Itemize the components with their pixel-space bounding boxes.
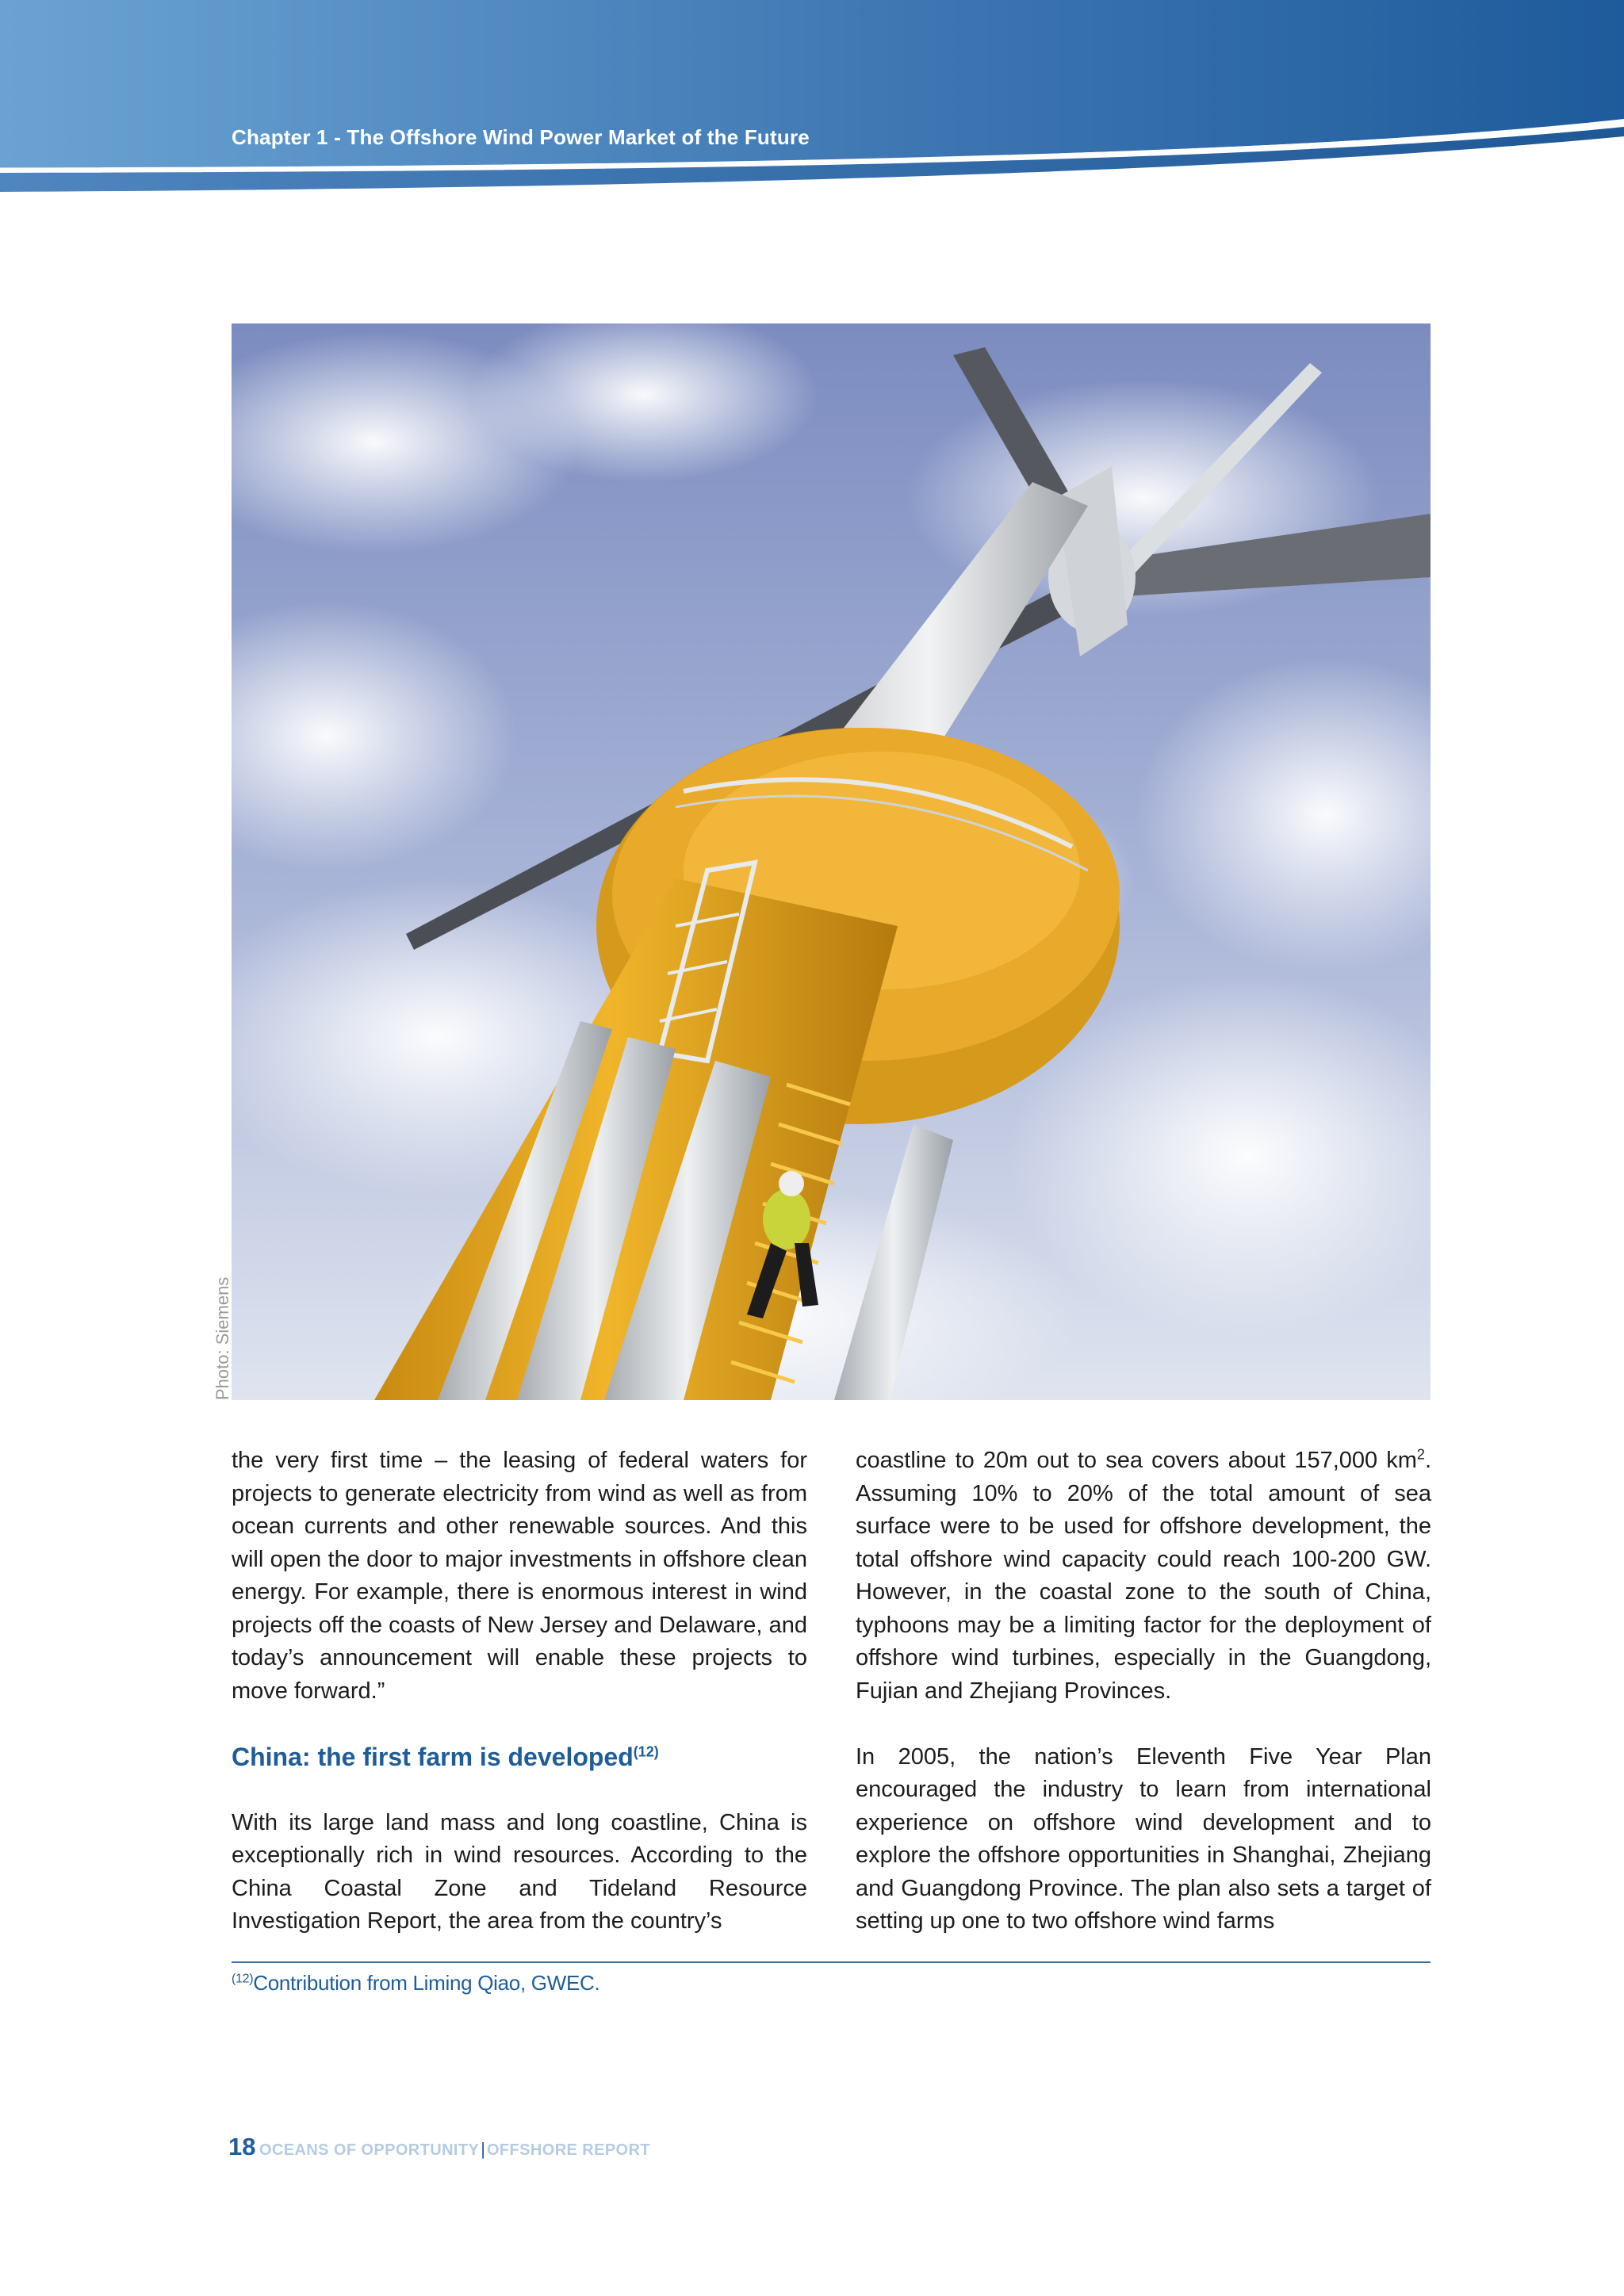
page-header	[0, 0, 1624, 198]
footnote-text: Contribution from Liming Qiao, GWEC.	[253, 1971, 600, 1995]
right-paragraph-1-text-b: . Assuming 10% to 20% of the total amount of sea surface were to be used for offshore development, the total offshore wind capacity could reach 100-200 GW. However, in the coastal zone to the south of China, typhoons may be a limiting factor for the deployment of offshore wind turbines, especially in the Guangdong, Fujian and Zhejiang Provinces.	[856, 1448, 1431, 1704]
km-superscript: 2	[1416, 1446, 1425, 1463]
page-number: 18	[228, 2133, 256, 2160]
right-paragraph-2: In 2005, the nation’s Eleventh Five Year Plan encouraged the industry to learn from international experience on offshore wind development and to explore the offshore opportunities in Shanghai, Zhejiang and Guangdong Province. The plan also sets a target of setting up one to two offshore wind farms	[856, 1743, 1431, 1934]
footnote-ref: (12)	[232, 1972, 254, 1986]
right-column	[856, 1445, 1431, 1938]
footer-report-name: OFFSHORE REPORT	[486, 2141, 650, 2159]
header-wave-banner	[0, 0, 1624, 198]
left-paragraph-2: With its large land mass and long coastline, China is exceptionally rich in wind resources. According to the China Coastal Zone and Tideland Resource Investigation Report, the area from the country’s	[232, 1809, 807, 1934]
footer-separator: |	[481, 2139, 485, 2159]
right-paragraph-1	[856, 1445, 1431, 1708]
left-column	[232, 1445, 807, 1938]
chapter-title: Chapter 1 - The Offshore Wind Power Market of the Future	[232, 125, 810, 149]
heading-footnote-ref: (12)	[633, 1743, 659, 1759]
footnote	[232, 1971, 599, 1996]
page-footer	[228, 2133, 650, 2161]
footer-publication-title: OCEANS OF OPPORTUNITY	[259, 2141, 480, 2159]
right-paragraph-1-text-a: coastline to 20m out to sea covers about 157,000 km	[856, 1448, 1417, 1473]
section-heading	[232, 1741, 807, 1774]
offshore-wind-turbine-photo	[232, 323, 1431, 1400]
section-heading-text: China: the first farm is developed	[232, 1742, 634, 1771]
photo-credit: Photo: Siemens	[213, 1276, 232, 1400]
turbine-photo	[232, 323, 1431, 1400]
left-paragraph-1: the very first time – the leasing of federal waters for projects to generate electricity from wind as well as from ocean currents and other renewable sources. And this will open the door to major investments in offshore clean energy. For example, there is enormous interest in wind projects off the coasts of New Jersey and Delaware, and today’s announcement will enable these projects to move forward.”	[232, 1448, 807, 1704]
footnote-divider	[232, 1961, 1431, 1963]
